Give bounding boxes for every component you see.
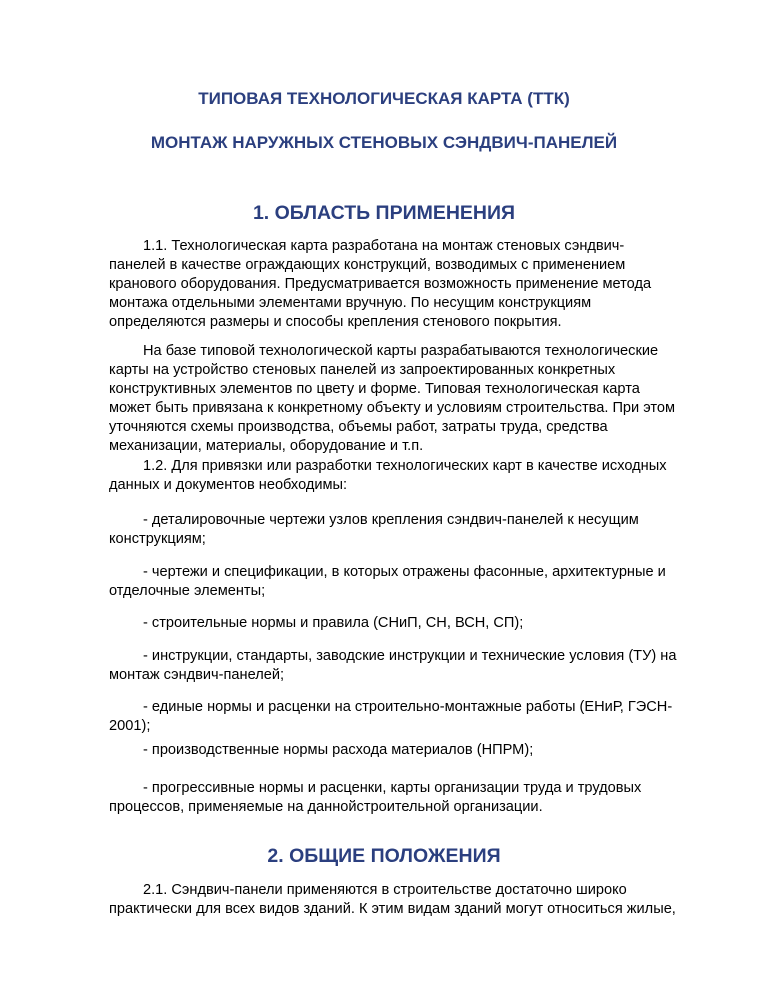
paragraph-1-1: 1.1. Технологическая карта разработана на монтаж стеновых сэндвич- панелей в качестве ограждающих конструкций, возводимых с применением кранового оборудования. Предусматривается возможность применение метода монтажа отдельными элементами вручную. По несущим конструкциям определяются размеры и способы крепления стенового покрытия. xyxy=(109,238,652,330)
paragraph-1-2: 1.2. Для привязки или разработки технологических карт в качестве исходных данных и документов необходимы: xyxy=(109,458,667,493)
list-item-instructions: - инструкции, стандарты, заводские инструкции и технические условия (ТУ) на монтаж сэндвич-панелей; xyxy=(109,648,677,683)
list-item-unified-norms: - единые нормы и расценки на строительно-монтажные работы (ЕНиР, ГЭСН- 2001); xyxy=(109,699,673,734)
document-title-line2: МОНТАЖ НАРУЖНЫХ СТЕНОВЫХ СЭНДВИЧ-ПАНЕЛЕЙ xyxy=(150,133,618,152)
paragraph-base-card: На базе типовой технологической карты разрабатываются технологические карты на устройство стеновых панелей из запроектированных конкретных конструктивных элементов по цвету и форме. Типовая технологическая карта может быть привязана к конкретному объекту и условиям строительства. При этом уточняются схемы производства, объемы работ, затраты труда, средства механизации, материалы, оборудование и т.п. xyxy=(109,343,676,454)
section-heading-scope: 1. ОБЛАСТЬ ПРИМЕНЕНИЯ xyxy=(252,202,516,224)
list-item-building-codes: - строительные нормы и правила (СНиП, СН, ВСН, СП); xyxy=(143,615,524,631)
paragraph-2-1: 2.1. Сэндвич-панели применяются в строительстве достаточно широко практически для всех видов зданий. К этим видам зданий могут относиться жилые, xyxy=(109,882,676,917)
list-item-detail-drawings: - деталировочные чертежи узлов крепления сэндвич-панелей к несущим конструкциям; xyxy=(109,512,639,547)
list-item-drawings-specs: - чертежи и спецификации, в которых отражены фасонные, архитектурные и отделочные элементы; xyxy=(109,564,666,599)
list-item-material-norms: - производственные нормы расхода материалов (НПРМ); xyxy=(143,742,534,758)
document-title-line1: ТИПОВАЯ ТЕХНОЛОГИЧЕСКАЯ КАРТА (ТТК) xyxy=(198,89,570,108)
section-heading-general: 2. ОБЩИЕ ПОЛОЖЕНИЯ xyxy=(267,845,501,867)
list-item-progressive-norms: - прогрессивные нормы и расценки, карты организации труда и трудовых процессов, применяемые на даннойстроительной организации. xyxy=(109,780,642,815)
